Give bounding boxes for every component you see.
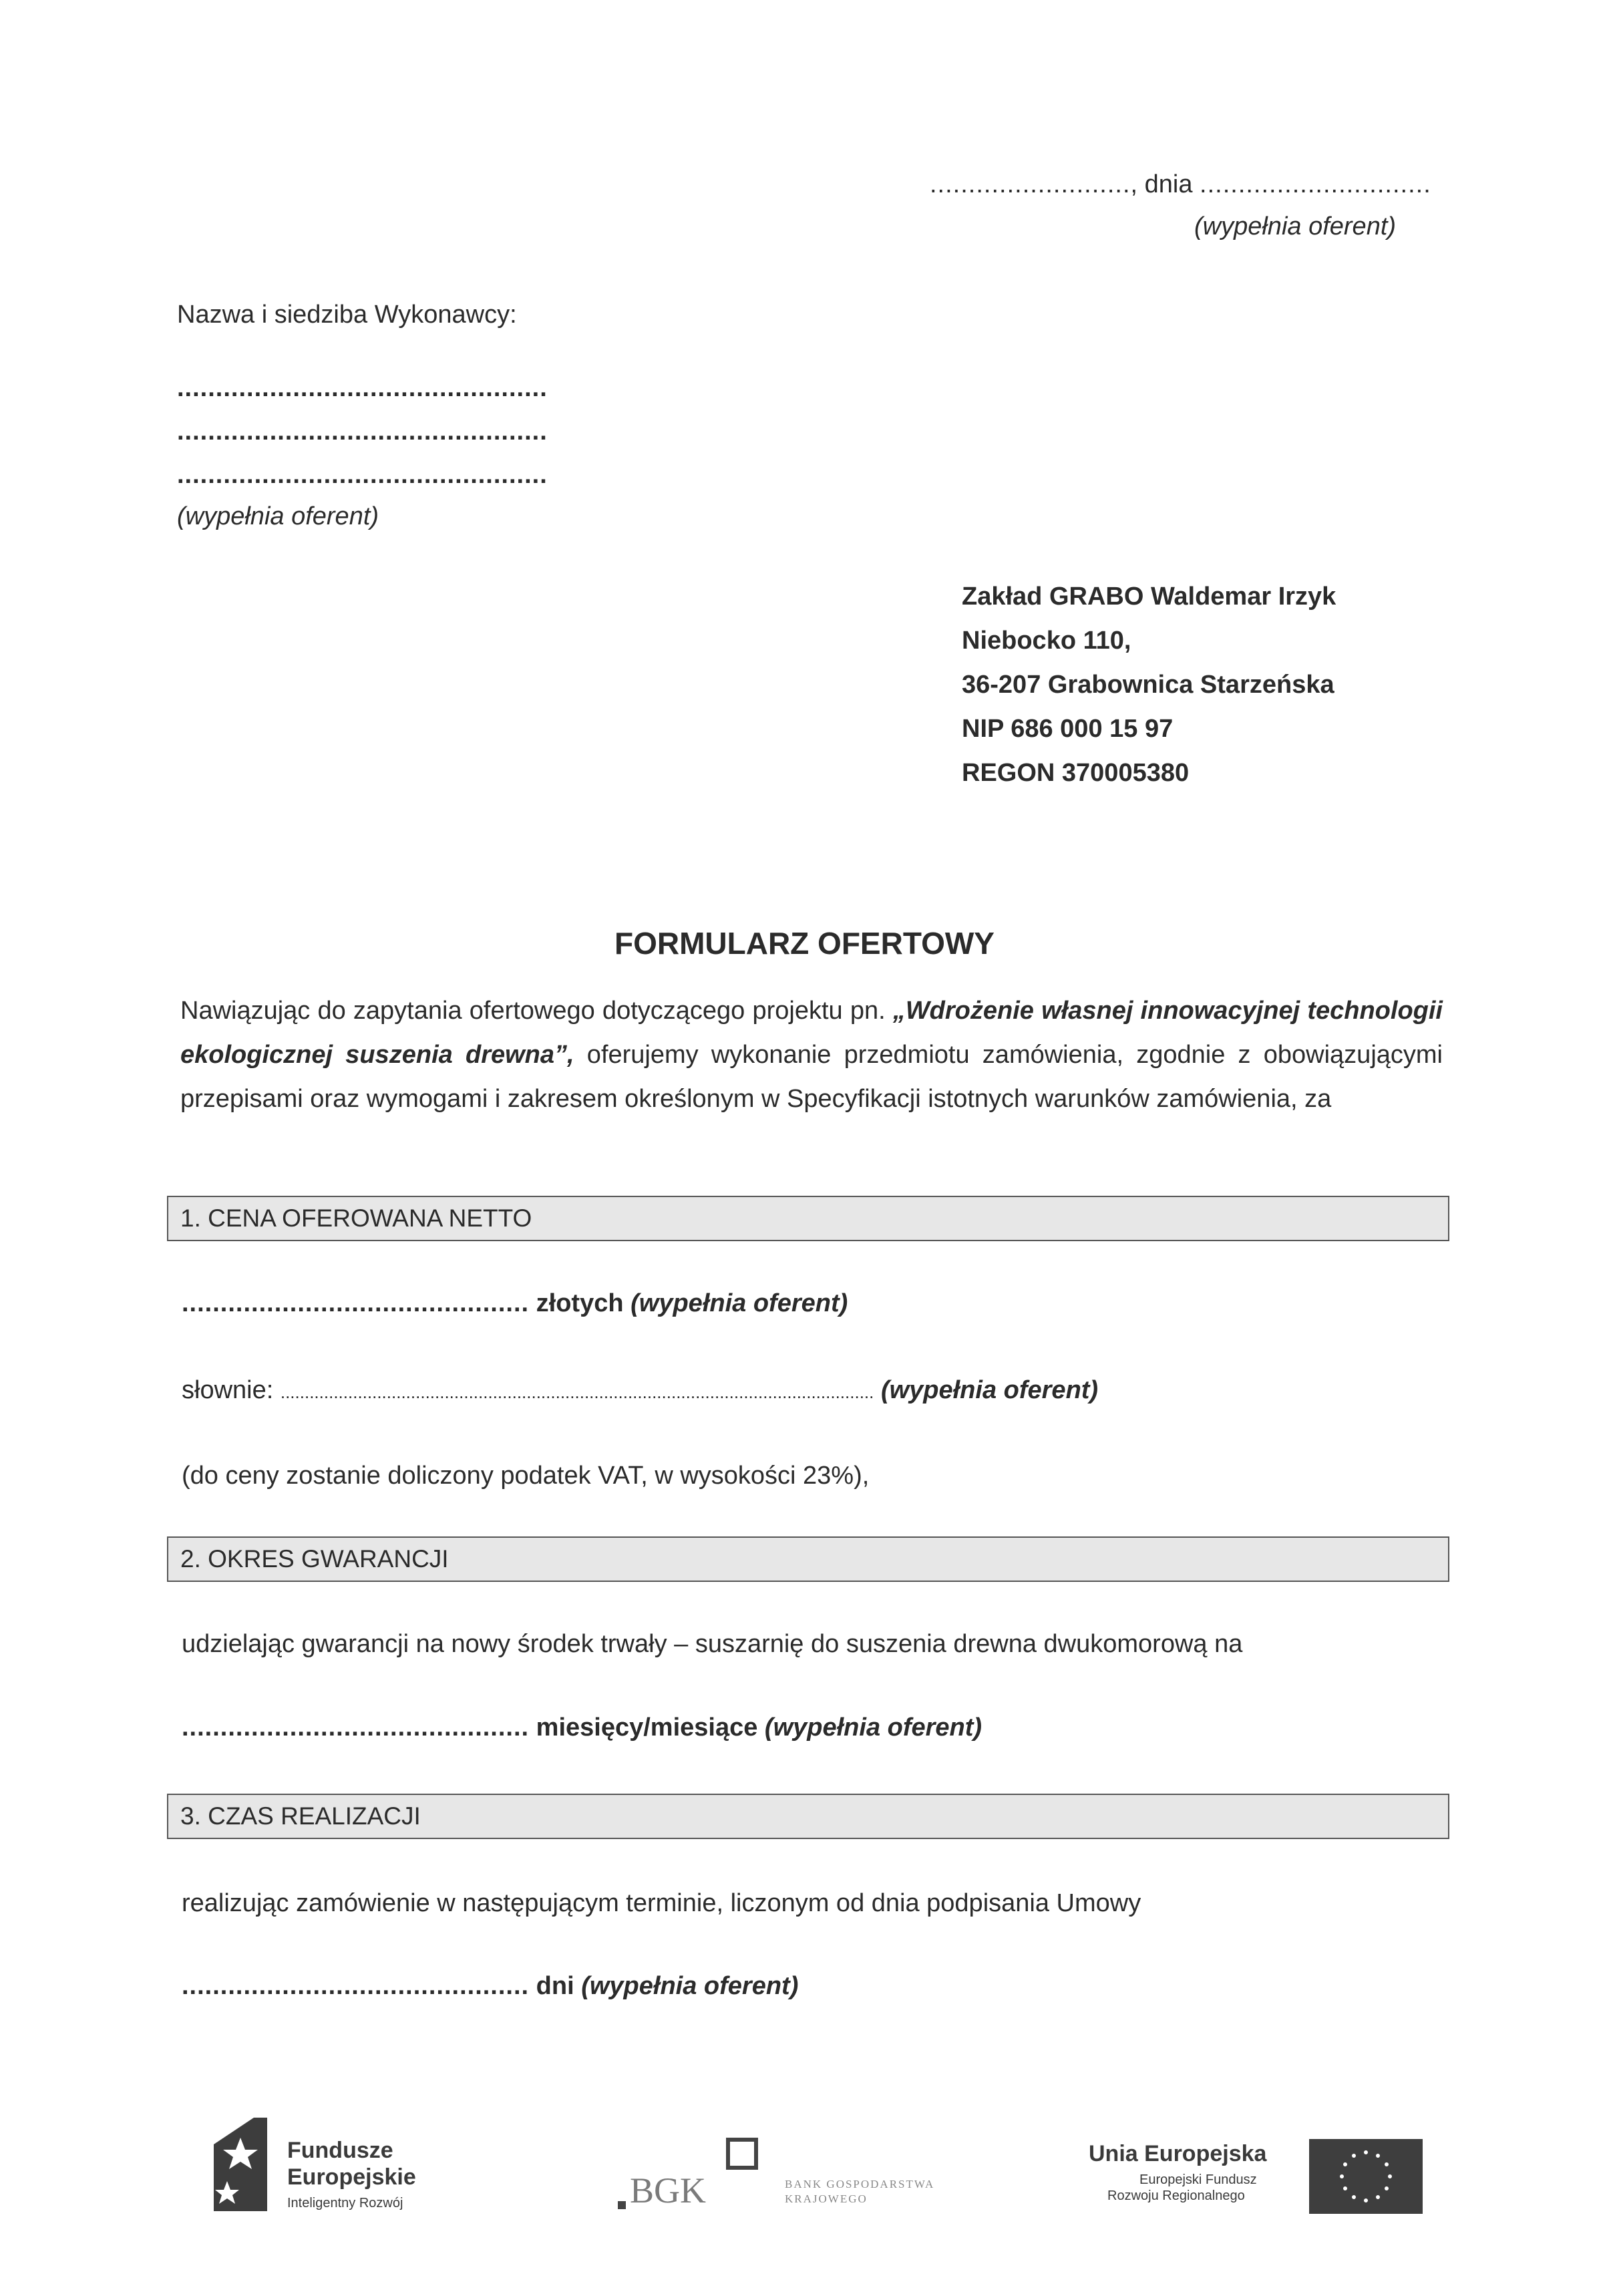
contractor-line-3: ................................................ <box>177 461 548 489</box>
intro-part2: oferujemy wykonanie przedmiotu zamówienia, zgodnie z obowiązującymi przepisami oraz wymogami i zakresem określonym w Specyfikacji istotnych warunków zamówienia, za <box>180 1041 1443 1113</box>
realization-blank: ............................................. <box>182 1972 530 2000</box>
words-blank: ........................................................................................................................... <box>280 1382 874 1402</box>
intro-part1: Nawiązując do zapytania ofertowego dotyczącego projektu pn. <box>180 997 893 1025</box>
place-blank: .......................... <box>930 170 1131 198</box>
date-fill-note: (wypełnia oferent) <box>1194 212 1397 240</box>
recipient-street: Niebocko 110, <box>962 627 1131 655</box>
section-3-heading: 3. CZAS REALIZACJI <box>167 1794 1449 1839</box>
eu-flag-icon <box>1309 2139 1423 2214</box>
words-line <box>182 1376 1098 1405</box>
bgk-mark: BGK <box>630 2170 707 2210</box>
words-label: słownie: <box>182 1376 274 1404</box>
contractor-line-1: ................................................ <box>177 374 548 402</box>
realization-fill-note: (wypełnia oferent) <box>581 1972 799 2000</box>
fe-star-icon <box>214 2118 267 2211</box>
ue-line-1: Unia Europejska <box>1089 2141 1267 2166</box>
recipient-nip: NIP 686 000 15 97 <box>962 715 1174 743</box>
form-title: FORMULARZ OFERTOWY <box>614 926 995 961</box>
date-line <box>930 170 1431 199</box>
project-name: „Wdrożenie własnej innowacyjnej technologii ekologicznej suszenia drewna”, <box>180 997 1443 1069</box>
ue-line-2: Europejski Fundusz <box>1139 2172 1257 2187</box>
realization-suffix: dni <box>536 1972 574 2000</box>
contractor-fill-note: (wypełnia oferent) <box>177 502 379 530</box>
bgk-line-2: KRAJOWEGO <box>785 2192 868 2205</box>
date-blank: .............................. <box>1200 170 1431 198</box>
ue-line-3: Rozwoju Regionalnego <box>1107 2188 1245 2203</box>
recipient-name: Zakład GRABO Waldemar Irzyk <box>962 583 1336 611</box>
warranty-line <box>182 1713 982 1742</box>
contractor-line-2: ................................................ <box>177 418 548 446</box>
price-fill-note: (wypełnia oferent) <box>631 1289 848 1317</box>
fe-line-3: Inteligentny Rozwój <box>287 2196 403 2210</box>
realization-text: realizując zamówienie w następującym terminie, liczonym od dnia podpisania Umowy <box>182 1889 1141 1917</box>
warranty-fill-note: (wypełnia oferent) <box>764 1713 982 1742</box>
vat-note: (do ceny zostanie doliczony podatek VAT, w wysokości 23%), <box>182 1462 870 1490</box>
realization-line <box>182 1972 798 2001</box>
section-2-heading: 2. OKRES GWARANCJI <box>167 1536 1449 1582</box>
recipient-regon: REGON 370005380 <box>962 759 1190 787</box>
price-blank: ............................................. <box>182 1289 530 1317</box>
bgk-square-icon <box>726 2138 758 2170</box>
section-1-heading: 1. CENA OFEROWANA NETTO <box>167 1196 1449 1241</box>
price-suffix: złotych <box>536 1289 624 1317</box>
fe-line-2: Europejskie <box>287 2164 416 2190</box>
price-line <box>182 1289 848 1318</box>
words-fill-note: (wypełnia oferent) <box>880 1376 1099 1404</box>
recipient-address <box>962 575 1336 795</box>
bgk-dot-icon <box>618 2201 626 2209</box>
intro-paragraph <box>180 989 1443 1121</box>
recipient-city: 36-207 Grabownica Starzeńska <box>962 671 1334 699</box>
warranty-text: udzielając gwarancji na nowy środek trwały – suszarnię do suszenia drewna dwukomorową na <box>182 1630 1243 1658</box>
bgk-line-1: BANK GOSPODARSTWA <box>785 2178 935 2190</box>
warranty-suffix: miesięcy/miesiące <box>536 1713 758 1742</box>
fe-line-1: Fundusze <box>287 2138 393 2163</box>
contractor-label: Nazwa i siedziba Wykonawcy: <box>177 301 517 329</box>
warranty-blank: ............................................. <box>182 1713 530 1742</box>
date-label: , dnia <box>1130 170 1193 198</box>
